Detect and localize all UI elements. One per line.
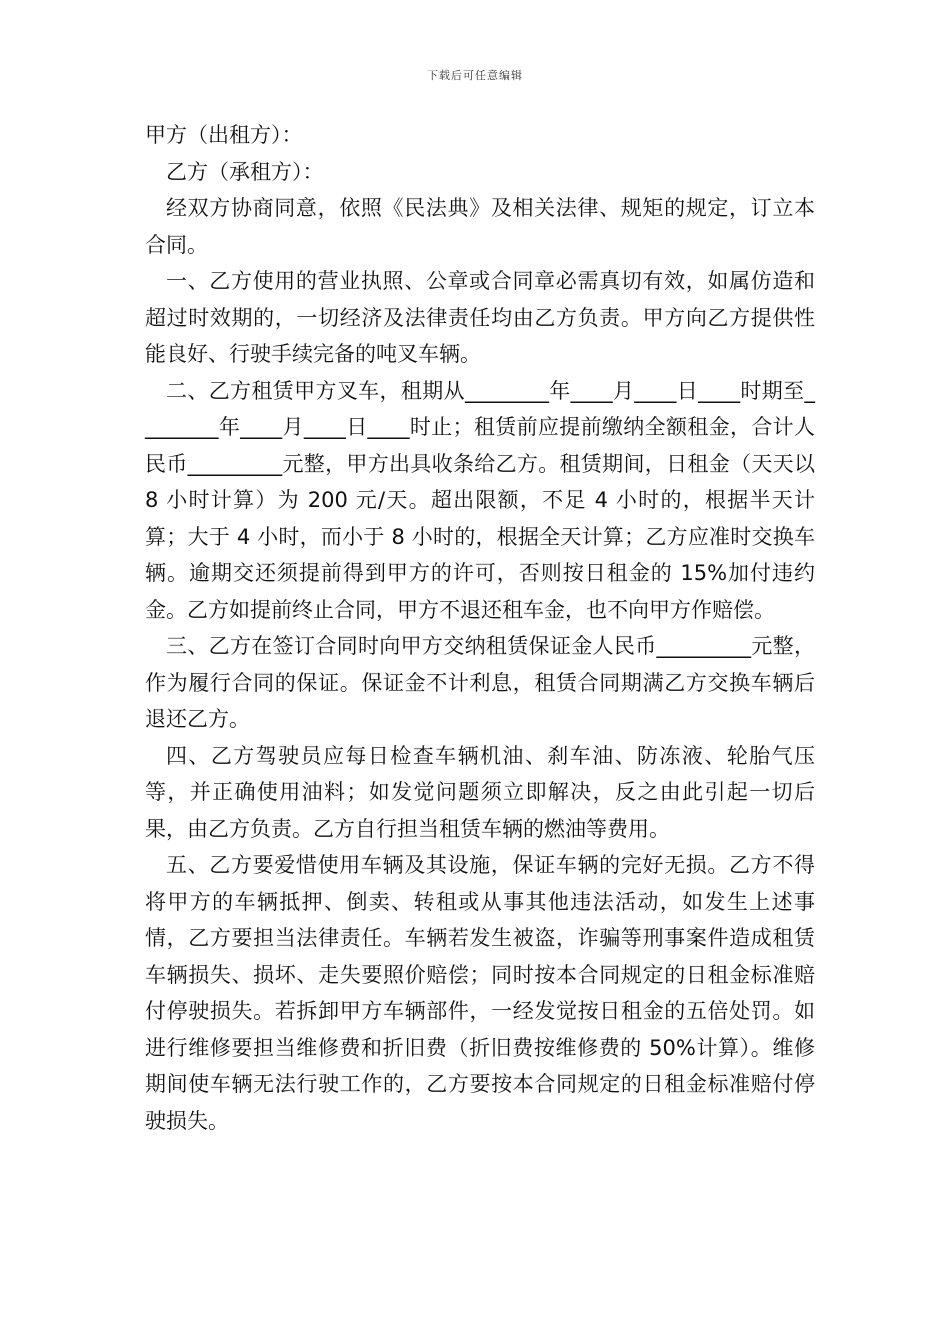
party-a-line: 甲方（出租方）： bbox=[145, 123, 303, 147]
clause-3-paragraph: 三、乙方在签订合同时向甲方交纳租赁保证金人民币_________元整，作为履行合同的保证。保证金不计利息，租赁合同期满乙方交换车辆后退还乙方。 bbox=[145, 634, 815, 731]
page-header-note: 下载后可任意编辑 bbox=[427, 69, 523, 82]
clause-2-paragraph: 二、乙方租赁甲方叉车，租期从________年____月____日____时期至________年____月____日____时止；租赁前应提前缴纳全额租金，合计人民币_________元整，甲方出具收条给乙方。租赁期间，日租金（天天以 8 小时计算）为 200 元/天。超出限额，不足 4 小时的，根据半天计算；大于 4 小时，而小于 8 小时的，根据全天计算；乙方应准时交换车辆。逾期交还须提前得到甲方的许可，否则按日租金的 15%加付违约金。乙方如提前终止合同，甲方不退还租车金，也不向甲方作赔偿。 bbox=[145, 378, 815, 622]
clause-5-paragraph: 五、乙方要爱惜使用车辆及其设施，保证车辆的完好无损。乙方不得将甲方的车辆抵押、倒卖、转租或从事其他违法活动，如发生上述事情，乙方要担当法律责任。车辆若发生被盗，诈骗等刑事案件造成租赁车辆损失、损坏、走失要照价赔偿；同时按本合同规定的日租金标准赔付停驶损失。若拆卸甲方车辆部件，一经发觉按日租金的五倍处罚。如进行维修要担当维修费和折旧费（折旧费按维修费的 50%计算）。维修期间使车辆无法行驶工作的，乙方要按本合同规定的日租金标准赔付停驶损失。 bbox=[145, 853, 815, 1133]
clause-4-paragraph: 四、乙方驾驶员应每日检查车辆机油、刹车油、防冻液、轮胎气压等，并正确使用油料；如发觉问题须立即解决，反之由此引起一切后果，由乙方负责。乙方自行担当租赁车辆的燃油等费用。 bbox=[145, 743, 815, 841]
contract-body bbox=[145, 117, 815, 1139]
clause-1-paragraph: 一、乙方使用的营业执照、公章或合同章必需真切有效，如属仿造和超过时效期的，一切经济及法律责任均由乙方负责。甲方向乙方提供性能良好、行驶手续完备的吨叉车辆。 bbox=[145, 269, 815, 366]
preamble-paragraph: 经双方协商同意，依照《民法典》及相关法律、规矩的规定，订立本合同。 bbox=[145, 196, 815, 257]
party-b-line: 乙方（承租方）： bbox=[166, 159, 324, 184]
